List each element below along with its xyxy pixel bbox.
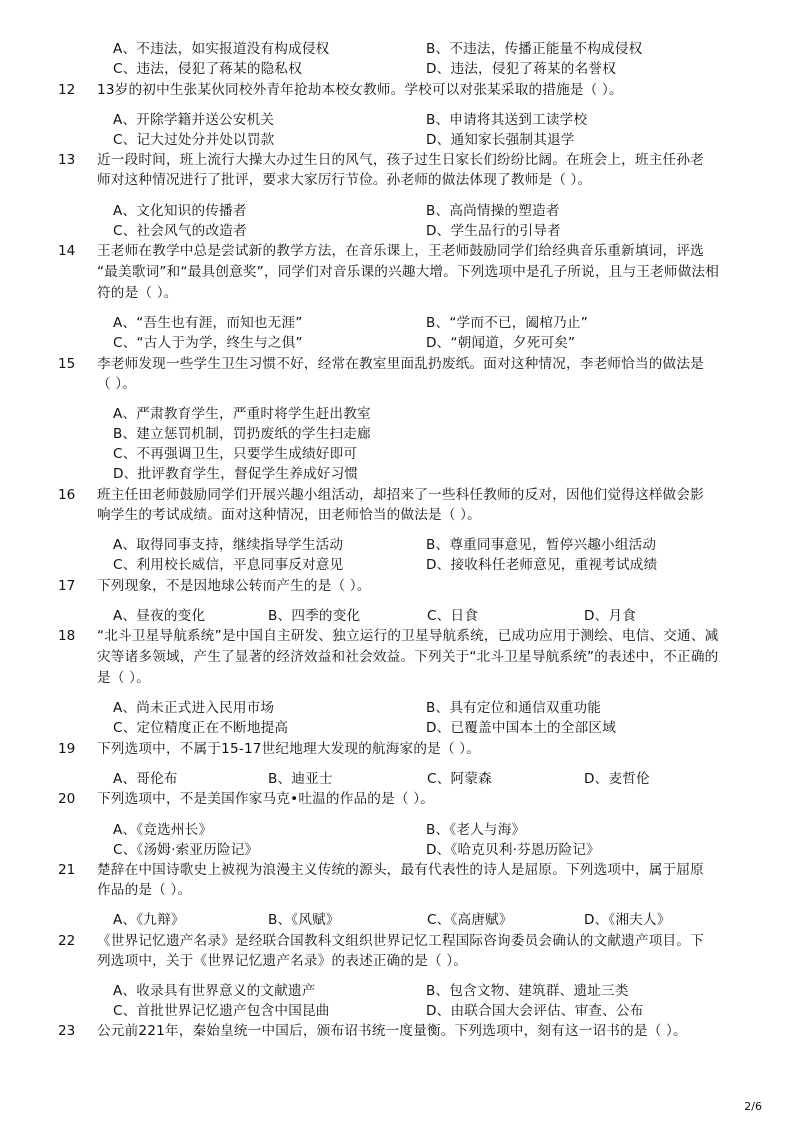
option-c: C、首批世界记忆遗产包含中国昆曲 bbox=[113, 1003, 330, 1019]
option-d: D、批评教育学生，督促学生养成好习惯 bbox=[113, 466, 359, 482]
option-b: B、具有定位和通信双重功能 bbox=[426, 700, 602, 716]
option-c: C、阿蒙森 bbox=[427, 771, 492, 787]
option-c: C、“古人于为学，终生与之俱” bbox=[113, 335, 303, 351]
question-stem-line: 是（ ）。 bbox=[97, 670, 150, 686]
option-a: A、不违法，如实报道没有构成侵权 bbox=[113, 41, 330, 57]
option-b: B、《风赋》 bbox=[268, 912, 340, 928]
question-stem: 公元前221年，秦始皇统一中国后，颁布诏书统一度量衡。下列选项中，刻有这一诏书的是（ ）。 bbox=[97, 1023, 687, 1039]
question-number: 12 bbox=[58, 82, 76, 98]
option-a: A、开除学籍并送公安机关 bbox=[113, 112, 275, 128]
option-a: A、“吾生也有涯，而知也无涯” bbox=[113, 315, 303, 331]
option-c: C、利用校长威信，平息同事反对意见 bbox=[113, 557, 344, 573]
option-b: B、申请将其送到工读学校 bbox=[426, 112, 588, 128]
question-stem-line: “北斗卫星导航系统”是中国自主研发、独立运行的卫星导航系统，已成功应用于测绘、电信、交通、减 bbox=[97, 628, 719, 644]
question-number: 14 bbox=[58, 243, 76, 259]
question-stem-line: （ ）。 bbox=[97, 376, 137, 392]
option-d: D、由联合国大会评估、审查、公布 bbox=[426, 1003, 644, 1019]
option-d: D、《湘夫人》 bbox=[584, 912, 671, 928]
option-c: C、日食 bbox=[427, 608, 479, 624]
option-d: D、“朝闻道，夕死可矣” bbox=[426, 335, 576, 351]
question-stem-line: 列选项中，关于《世界记忆遗产名录》的表述正确的是（ ）。 bbox=[97, 953, 468, 969]
option-a: A、文化知识的传播者 bbox=[113, 203, 247, 219]
option-d: D、《哈克贝利·芬恩历险记》 bbox=[426, 842, 600, 858]
option-b: B、高尚情操的塑造者 bbox=[426, 203, 560, 219]
option-a: A、取得同事支持，继续指导学生活动 bbox=[113, 537, 344, 553]
option-b: B、不违法，传播正能量不构成侵权 bbox=[426, 41, 643, 57]
question-stem-line: 楚辞在中国诗歌史上被视为浪漫主义传统的源头，最有代表性的诗人是屈原。下列选项中，属于屈原 bbox=[97, 862, 704, 878]
question-stem-line: 李老师发现一些学生卫生习惯不好，经常在教室里面乱扔废纸。面对这种情况，李老师恰当的做法是 bbox=[97, 356, 704, 372]
question-number: 15 bbox=[58, 356, 76, 372]
option-d: D、学生品行的引导者 bbox=[426, 223, 561, 239]
question-stem-line: 符的是（ ）。 bbox=[97, 285, 178, 301]
option-b: B、四季的变化 bbox=[268, 608, 361, 624]
question-number: 16 bbox=[58, 487, 76, 503]
option-a: A、哥伦布 bbox=[113, 771, 178, 787]
option-a: A、严肃教育学生，严重时将学生赶出教室 bbox=[113, 406, 371, 422]
option-b: B、《老人与海》 bbox=[426, 822, 526, 838]
option-b: B、包含文物、建筑群、遗址三类 bbox=[426, 983, 629, 999]
question-number: 17 bbox=[58, 578, 76, 594]
option-d: D、通知家长强制其退学 bbox=[426, 132, 575, 148]
question-stem: 下列选项中，不是美国作家马克•吐温的作品的是（ ）。 bbox=[97, 791, 434, 807]
question-number: 18 bbox=[58, 628, 76, 644]
question-stem-line: 班主任田老师鼓励同学们开展兴趣小组活动，却招来了一些科任教师的反对，因他们觉得这样做会影 bbox=[97, 487, 704, 503]
option-b: B、尊重同事意见，暂停兴趣小组活动 bbox=[426, 537, 657, 553]
option-d: D、麦哲伦 bbox=[584, 771, 650, 787]
question-number: 13 bbox=[58, 152, 76, 168]
option-d: D、月食 bbox=[584, 608, 637, 624]
option-c: C、定位精度正在不断地提高 bbox=[113, 720, 289, 736]
option-b: B、迪亚士 bbox=[268, 771, 333, 787]
option-b: B、建立惩罚机制，罚扔废纸的学生扫走廊 bbox=[113, 426, 371, 442]
option-c: C、《汤姆·索亚历险记》 bbox=[113, 842, 259, 858]
option-c: C、记大过处分并处以罚款 bbox=[113, 132, 275, 148]
question-stem-line: 王老师在教学中总是尝试新的教学方法，在音乐课上，王老师鼓励同学们给经典音乐重新填词，评选 bbox=[97, 243, 704, 259]
question-number: 23 bbox=[58, 1023, 76, 1039]
option-a: A、尚未正式进入民用市场 bbox=[113, 700, 275, 716]
option-a: A、昼夜的变化 bbox=[113, 608, 206, 624]
option-d: D、已覆盖中国本土的全部区域 bbox=[426, 720, 616, 736]
question-stem-line: “最美歌词”和“最具创意奖”，同学们对音乐课的兴趣大增。下列选项中是孔子所说，且与王老师做法相 bbox=[97, 264, 720, 280]
question-stem: 下列现象，不是因地球公转而产生的是（ ）。 bbox=[97, 578, 371, 594]
option-c: C、社会风气的改造者 bbox=[113, 223, 247, 239]
question-stem: 13岁的初中生张某伙同校外青年抢劫本校女教师。学校可以对张某采取的措施是（ ）。 bbox=[97, 82, 623, 98]
question-stem: 下列选项中，不属于15-17世纪地理大发现的航海家的是（ ）。 bbox=[97, 741, 481, 757]
option-b: B、“学而不已，阖棺乃止” bbox=[426, 315, 588, 331]
question-stem-line: 近一段时间，班上流行大操大办过生日的风气，孩子过生日家长们纷纷比阔。在班会上，班主任孙老 bbox=[97, 152, 704, 168]
option-c: C、《高唐赋》 bbox=[427, 912, 513, 928]
question-stem-line: 响学生的考试成绩。面对这种情况，田老师恰当的做法是（ ）。 bbox=[97, 507, 481, 523]
question-stem-line: 《世界记忆遗产名录》是经联合国教科文组织世界记忆工程国际咨询委员会确认的文献遗产项目。下 bbox=[97, 933, 704, 949]
question-stem-line: 作品的是（ ）。 bbox=[97, 882, 192, 898]
option-a: A、《九辩》 bbox=[113, 912, 185, 928]
option-c: C、不再强调卫生，只要学生成绩好即可 bbox=[113, 446, 358, 462]
option-a: A、《竞选州长》 bbox=[113, 822, 213, 838]
question-stem-line: 师对这种情况进行了批评，要求大家厉行节俭。孙老师的做法体现了教师是（ ）。 bbox=[97, 172, 592, 188]
question-number: 19 bbox=[58, 741, 76, 757]
option-a: A、收录具有世界意义的文献遗产 bbox=[113, 983, 316, 999]
question-stem-line: 灾等诸多领域，产生了显著的经济效益和社会效益。下列关于“北斗卫星导航系统”的表述中，不正确的 bbox=[97, 649, 719, 665]
question-number: 20 bbox=[58, 791, 76, 807]
question-number: 22 bbox=[58, 933, 76, 949]
question-number: 21 bbox=[58, 862, 76, 878]
page-number: 2/6 bbox=[744, 1100, 762, 1113]
option-d: D、违法，侵犯了蒋某的名誉权 bbox=[426, 61, 616, 77]
option-c: C、违法，侵犯了蒋某的隐私权 bbox=[113, 61, 303, 77]
option-d: D、接收科任老师意见，重视考试成绩 bbox=[426, 557, 658, 573]
